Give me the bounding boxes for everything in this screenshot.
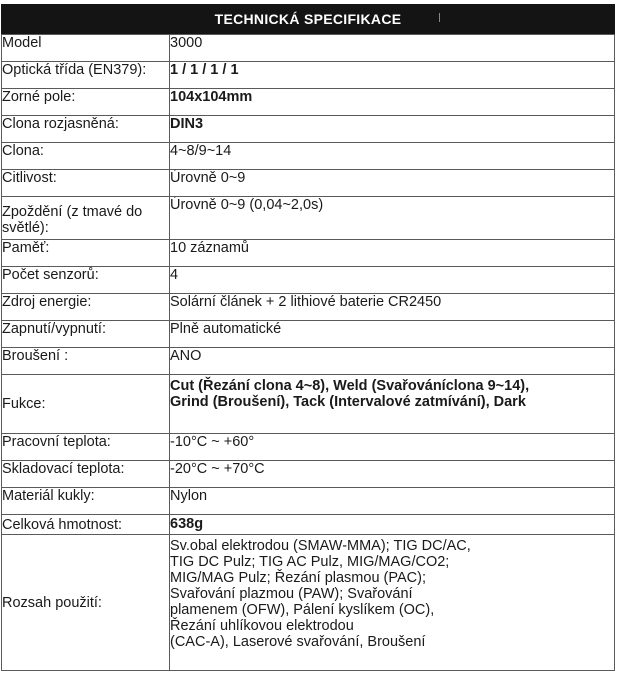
row-label: Optická třída (EN379): [2,62,170,89]
row-value: DIN3 [170,116,615,143]
row-value: 3000 [170,35,615,62]
row-value: Úrovně 0~9 [170,170,615,197]
row-label: Clona rozjasněná: [2,116,170,143]
table-row [2,170,615,197]
table-row [2,535,615,671]
row-label: Materiál kukly: [2,488,170,515]
row-label: Paměť: [2,240,170,267]
row-label: Počet senzorů: [2,267,170,294]
spec-header [1,4,615,34]
row-label: Skladovací teplota: [2,461,170,488]
row-label: Celková hmotnost: [2,515,170,535]
usage-line: Svařování plazmou (PAW); Svařování [170,586,413,602]
table-row [2,348,615,375]
row-value: 4~8/9~14 [170,143,615,170]
table-row [2,375,615,434]
header-tick-mark [439,13,440,22]
row-label: Rozsah použití: [2,535,170,671]
row-value: ANO [170,348,615,375]
table-row [2,35,615,62]
row-label: Clona: [2,143,170,170]
row-value: Úrovně 0~9 (0,04~2,0s) [170,197,615,240]
row-value: Nylon [170,488,615,515]
usage-line: MIG/MAG Pulz; Řezání plasmou (PAC); [170,570,426,586]
row-label: Zapnutí/vypnutí: [2,321,170,348]
row-value: Plně automatické [170,321,615,348]
row-value: 638g [170,515,615,535]
row-label: Fukce: [2,375,170,434]
row-label: Model [2,35,170,62]
table-row [2,89,615,116]
row-label: Zorné pole: [2,89,170,116]
usage-line: Řezání uhlíkovou elektrodou [170,618,354,634]
table-row [2,143,615,170]
usage-line: (CAC-A), Laserové svařování, Broušení [170,634,426,650]
usage-line: plamenem (OFW), Pálení kyslíkem (OC), [170,602,435,618]
row-value [170,535,615,671]
table-row [2,294,615,321]
row-label: Pracovní teplota: [2,434,170,461]
table-row [2,116,615,143]
table-row [2,197,615,240]
row-value: 4 [170,267,615,294]
usage-line: Sv.obal elektrodou (SMAW-MMA); TIG DC/AC, [170,538,471,554]
spec-sheet [1,4,615,671]
table-row [2,321,615,348]
usage-line: TIG DC Pulz; TIG AC Pulz, MIG/MAG/CO2; [170,554,450,570]
spec-table [1,34,615,671]
row-value: Cut (Řezání clona 4~8), Weld (Svařováníclona 9~14), Grind (Broušení), Tack (Intervalové zatmívání), Dark [170,375,615,434]
row-value: -10°C ~ +60° [170,434,615,461]
row-label: Zdroj energie: [2,294,170,321]
table-row [2,240,615,267]
row-label: Broušení : [2,348,170,375]
table-row [2,62,615,89]
row-value: 10 záznamů [170,240,615,267]
row-value: 1 / 1 / 1 / 1 [170,62,615,89]
row-value: -20°C ~ +70°C [170,461,615,488]
row-value: Solární článek + 2 lithiové baterie CR2450 [170,294,615,321]
table-row [2,434,615,461]
row-label: Citlivost: [2,170,170,197]
table-row [2,461,615,488]
row-value: 104x104mm [170,89,615,116]
row-label: Zpoždění (z tmavé do světlé): [2,197,170,240]
table-row [2,515,615,535]
table-row [2,267,615,294]
table-row [2,488,615,515]
spec-title: TECHNICKÁ SPECIFIKACE [214,11,402,27]
